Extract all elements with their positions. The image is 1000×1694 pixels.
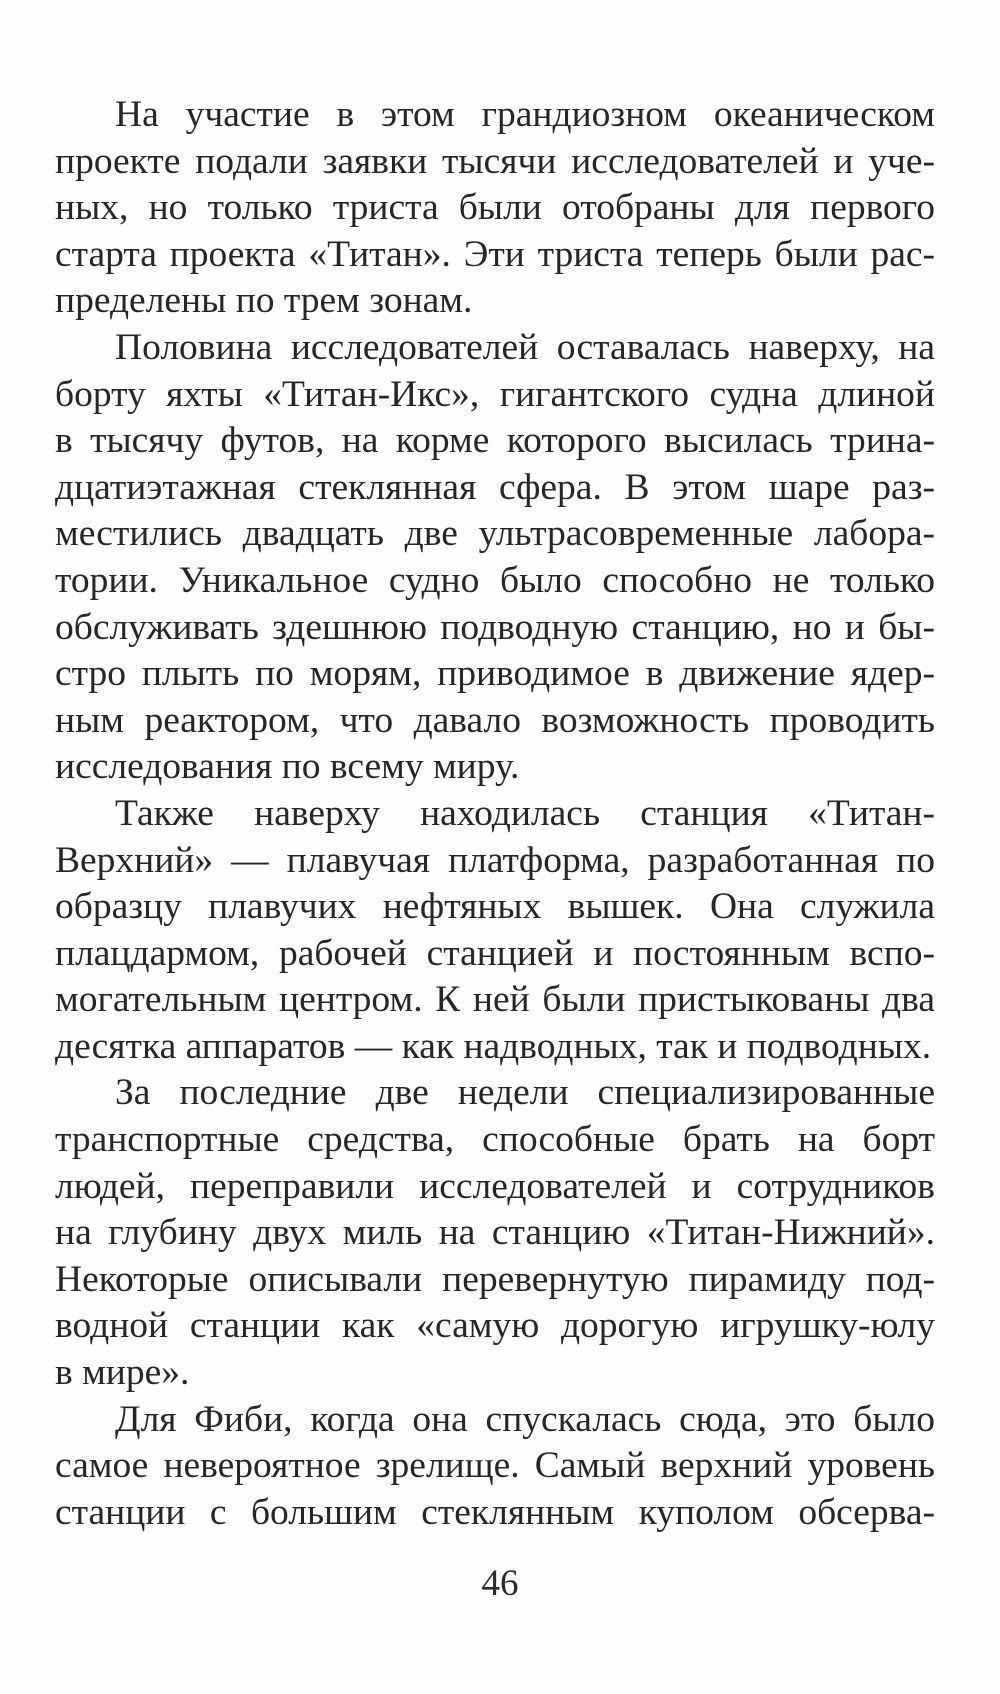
text-line: пределены по трем зонам. xyxy=(55,280,473,322)
text-line: людей, переправили исследователей и сотрудников xyxy=(55,1165,935,1207)
text-line: самое невероятное зрелище. Самый верхний уровень xyxy=(55,1445,935,1487)
text-line: На участие в этом грандиозном океаническом xyxy=(115,94,935,135)
text-line: борту яхты «Титан-Икс», гигантского судна длиной xyxy=(55,373,935,415)
text-line: на глубину двух миль на станцию «Титан-Нижний». xyxy=(55,1212,935,1254)
text-line: ных, но только триста были отобраны для первого xyxy=(55,187,935,229)
text-line: станции с большим стеклянным куполом обсерва- xyxy=(55,1491,935,1533)
text-line: в тысячу футов, на корме которого высилась трина- xyxy=(55,420,935,462)
text-line: водной станции как «самую дорогую игрушку-юлу xyxy=(55,1305,935,1347)
text-line: ным реактором, что давало возможность проводить xyxy=(55,699,935,741)
text-line: могательным центром. К ней были пристыкованы два xyxy=(55,979,935,1021)
text-line: За последние две недели специализированные xyxy=(115,1072,935,1114)
text-line: в мире». xyxy=(55,1352,190,1394)
text-line: местились двадцать две ультрасовременные лабора- xyxy=(55,513,935,555)
text-line: дцатиэтажная стеклянная сфера. В этом шаре раз- xyxy=(55,466,935,508)
text-line: стро плыть по морям, приводимое в движение ядер- xyxy=(55,653,935,695)
text-line: Некоторые описывали перевернутую пирамиду под- xyxy=(55,1258,935,1300)
text-line: исследования по всему миру. xyxy=(55,746,520,788)
text-line: Также наверху находилась станция «Титан- xyxy=(115,792,935,834)
text-line: проекте подали заявки тысячи исследователей и уче- xyxy=(55,140,935,182)
text-line: транспортные средства, способные брать на борт xyxy=(55,1119,935,1161)
text-line: образцу плавучих нефтяных вышек. Она служила xyxy=(55,886,935,928)
text-line: тории. Уникальное судно было способно не только xyxy=(55,559,935,601)
text-line: плацдармом, рабочей станцией и постоянным вспо- xyxy=(55,932,935,974)
text-line: десятка аппаратов — как надводных, так и подводных. xyxy=(55,1025,932,1067)
text-line: обслуживать здешнюю подводную станцию, но и бы- xyxy=(55,606,935,648)
text-line: Половина исследователей оставалась наверху, на xyxy=(115,326,935,368)
text-line: Для Фиби, когда она спускалась сюда, это было xyxy=(115,1398,935,1440)
text-line: старта проекта «Титан». Эти триста теперь были рас- xyxy=(55,233,935,275)
body-text xyxy=(55,92,935,1536)
text-line: Верхний» — плавучая платформа, разработанная по xyxy=(55,839,935,881)
page-number: 46 xyxy=(481,1563,519,1604)
